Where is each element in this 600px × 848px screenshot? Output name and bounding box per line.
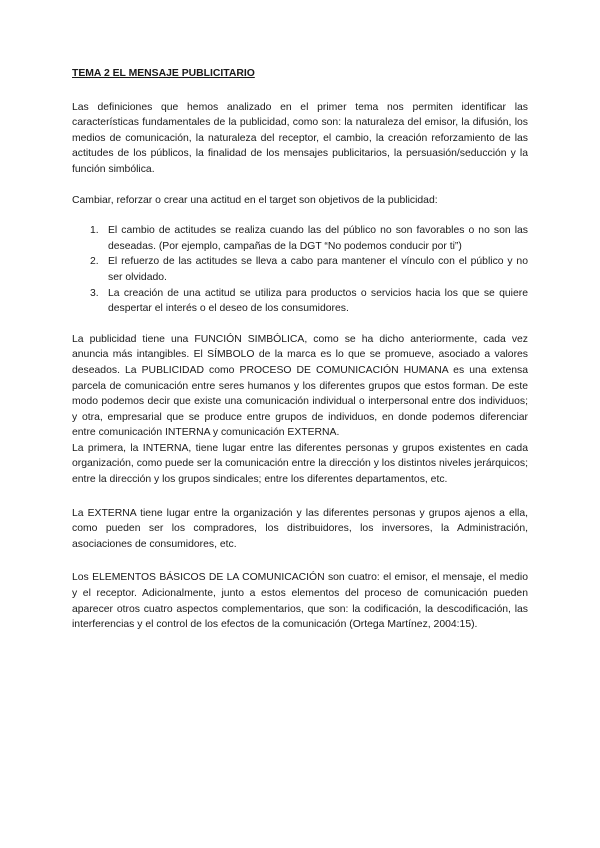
list-item-number: 1. xyxy=(90,225,99,237)
paragraph-basic-elements: Los ELEMENTOS BÁSICOS DE LA COMUNICACIÓN son cuatro: el emisor, el mensaje, el medio y el receptor. Adicionalmente, junto a estos elementos del proceso de comunicación pueden aparecer otros cuatro aspectos complementarios, que son: la codificación, la descodificación, las interferencias y el control de los efectos de la comunicación (Ortega Martínez, 2004:15). xyxy=(72,572,528,631)
paragraph-objectives-intro: Cambiar, reforzar o crear una actitud en el target son objetivos de la publicidad: xyxy=(72,194,438,206)
document-body xyxy=(72,66,528,633)
list-item-text: El cambio de actitudes se realiza cuando las del público no son favorables o no son las deseadas. (Por ejemplo, campañas de la DGT “No podemos conducir por ti”) xyxy=(108,225,528,252)
paragraph-internal-communication: La primera, la INTERNA, tiene lugar entre las diferentes personas y grupos existentes en cada organización, como puede ser la comunicación entre la dirección y los distintos niveles jerárquicos; entre la dirección y los grupos sindicales; entre los diferentes departamentos, etc. xyxy=(72,442,528,486)
list-item xyxy=(72,286,528,317)
paragraph-symbolic-function: La publicidad tiene una FUNCIÓN SIMBÓLICA, como se ha dicho anteriormente, cada vez anuncia más intangibles. El SÍMBOLO de la marca es lo que se promueve, asociado a valores deseados. La PUBLICIDAD como PROCESO DE COMUNICACIÓN HUMANA es una extensa parcela de comunicación entre seres humanos y los diferentes grupos que estos forman. De este modo podemos decir que existe una comunicación individual o interpersonal entre dos individuos; y otra, empresarial que se produce entre grupos de individuos, en donde podemos diferenciar entre comunicación INTERNA y comunicación EXTERNA. xyxy=(72,333,528,439)
list-item-text: El refuerzo de las actitudes se lleva a cabo para mantener el vínculo con el público y no ser olvidado. xyxy=(108,256,528,283)
list-item xyxy=(72,223,528,254)
paragraph-external-communication: La EXTERNA tiene lugar entre la organización y las diferentes personas y grupos ajenos a ella, como pueden ser los compradores, los distribuidores, los inversores, la Administración, asociaciones de consumidores, etc. xyxy=(72,507,528,550)
list-item xyxy=(72,254,528,285)
document-title: TEMA 2 EL MENSAJE PUBLICITARIO xyxy=(72,68,255,79)
list-item-number: 3. xyxy=(90,287,99,299)
paragraph-definitions: Las definiciones que hemos analizado en el primer tema nos permiten identificar las características fundamentales de la publicidad, como son: la naturaleza del emisor, la difusión, los medios de comunicación, la naturaleza del receptor, el cambio, la creación reforzamiento de las actitudes de los públicos, la finalidad de los mensajes publicitarios, la persuasión/seducción y la función simbólica. xyxy=(72,101,528,175)
list-item-text: La creación de una actitud se utiliza para productos o servicios hacia los que se quiere despertar el interés o el deseo de los consumidores. xyxy=(108,287,528,315)
list-item-number: 2. xyxy=(90,256,99,268)
objectives-list xyxy=(72,223,528,317)
